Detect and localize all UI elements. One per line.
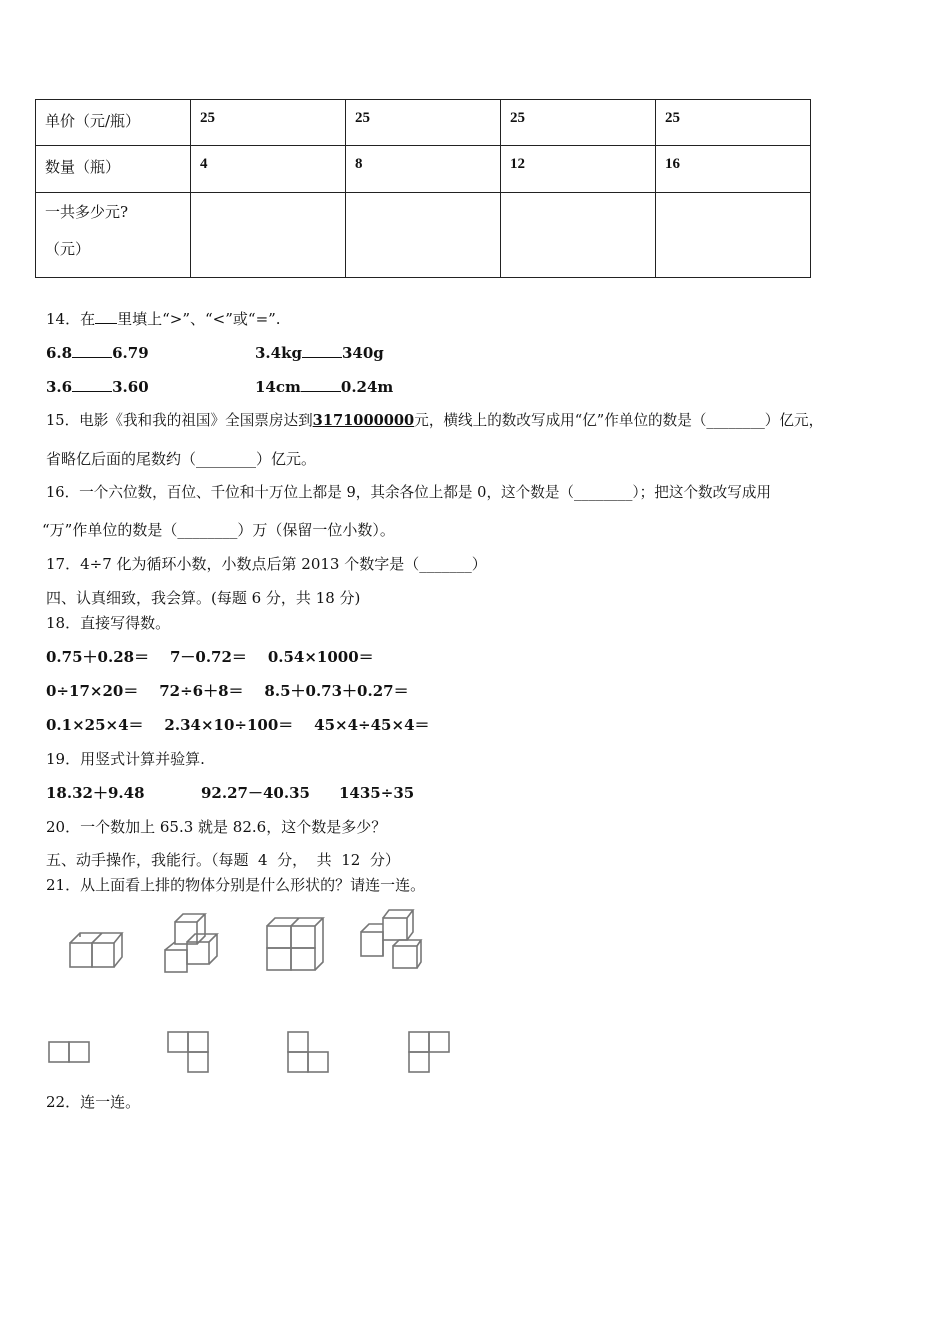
- table-cell: 12: [501, 146, 656, 193]
- answer-cell[interactable]: [191, 193, 346, 278]
- row-label-line2: （元）: [45, 240, 91, 258]
- q19-item: 1435÷35: [339, 784, 415, 802]
- row-label: 单价（元/瓶）: [36, 100, 191, 146]
- question-16: 16．一个六位数，百位、千位和十万位上都是 9，其余各位上都是 0，这个数是（________）；把这个数改写成用: [46, 484, 772, 501]
- question-17: 17．4÷7 化为循环小数，小数点后第 2013 个数字是（_______）: [46, 555, 487, 573]
- q14-item-right: 3.60: [112, 378, 149, 396]
- blank[interactable]: [302, 343, 342, 358]
- section-4-title: 四、认真细致，我会算。(每题 6 分，共 18 分): [46, 589, 361, 607]
- q14-item-left: 3.4kg: [255, 344, 302, 362]
- blank[interactable]: [72, 377, 112, 392]
- table-cell: 25: [501, 100, 656, 146]
- top-view-option-3[interactable]: [286, 1030, 330, 1074]
- q15-prefix: 15．电影《我和我的祖国》全国票房达到: [46, 412, 313, 429]
- q14-item-right: 340g: [341, 344, 384, 362]
- q14-item-left: 3.6: [46, 378, 73, 396]
- q14-row-2b: [255, 377, 393, 397]
- table-cell: 25: [191, 100, 346, 146]
- row-label: [36, 193, 191, 278]
- q18-row: 0÷17×20＝ 72÷6＋8＝ 8.5＋0.73＋0.27＝: [46, 682, 409, 700]
- section-5-title: 五、动手操作，我能行。（每题 4 分， 共 12 分）: [46, 851, 400, 869]
- q14-row-1: [46, 343, 149, 363]
- answer-cell[interactable]: [656, 193, 811, 278]
- answer-cell[interactable]: [346, 193, 501, 278]
- q14-row-2: [46, 377, 149, 397]
- cube-stack-figure-1[interactable]: [66, 925, 126, 973]
- price-table: [35, 99, 811, 278]
- top-view-option-2[interactable]: [166, 1030, 210, 1074]
- cube-stack-figure-3[interactable]: [263, 914, 325, 974]
- table-row: [36, 193, 811, 278]
- table-cell: 16: [656, 146, 811, 193]
- q14-item-right: 0.24m: [340, 378, 394, 396]
- q14-text-a: 14．在: [46, 310, 96, 328]
- question-14: [46, 309, 281, 329]
- q14-text-b: 里填上“>”、“<”或“=”.: [117, 310, 281, 328]
- table-cell: 4: [191, 146, 346, 193]
- q19-item: 92.27－40.35: [201, 784, 310, 802]
- q19-item: 18.32＋9.48: [46, 784, 145, 802]
- cube-stack-figure-4[interactable]: [357, 906, 427, 974]
- row-label-line1: 一共多少元?: [45, 203, 129, 221]
- q15-line2: 省略亿后面的尾数约（________）亿元。: [46, 450, 317, 468]
- table-row: [36, 146, 811, 193]
- q14-item-right: 6.79: [112, 344, 149, 362]
- q15-number: 3171000000: [312, 412, 415, 429]
- row-label: 数量（瓶）: [36, 146, 191, 193]
- answer-cell[interactable]: [501, 193, 656, 278]
- blank[interactable]: [95, 309, 117, 324]
- top-view-option-1[interactable]: [47, 1040, 91, 1064]
- q14-row-1b: [255, 343, 384, 363]
- q18-row: 0.75＋0.28＝ 7－0.72＝ 0.54×1000＝: [46, 648, 374, 666]
- table-cell: 25: [346, 100, 501, 146]
- q14-item-left: 14cm: [255, 378, 301, 396]
- q18-row: 0.1×25×4＝ 2.34×10÷100＝ 45×4÷45×4＝: [46, 716, 430, 734]
- question-21: 21．从上面看上排的物体分别是什么形状的？请连一连。: [46, 876, 426, 894]
- cube-stack-figure-2[interactable]: [161, 912, 227, 976]
- table-cell: 25: [656, 100, 811, 146]
- q16-line2: “万”作单位的数是（________）万（保留一位小数）。: [42, 521, 395, 539]
- blank[interactable]: [301, 377, 341, 392]
- question-19: 19．用竖式计算并验算.: [46, 750, 205, 768]
- blank[interactable]: [72, 343, 112, 358]
- q15-suffix: 元，横线上的数改写成用“亿”作单位的数是（________）亿元，: [414, 412, 824, 429]
- q14-item-left: 6.8: [46, 344, 73, 362]
- top-view-option-4[interactable]: [407, 1030, 451, 1074]
- table-row: [36, 100, 811, 146]
- table-cell: 8: [346, 146, 501, 193]
- question-18: 18．直接写得数。: [46, 614, 171, 632]
- question-20: 20．一个数加上 65.3 就是 82.6，这个数是多少？: [46, 818, 387, 836]
- question-15: [46, 411, 823, 431]
- question-22: 22．连一连。: [46, 1093, 141, 1111]
